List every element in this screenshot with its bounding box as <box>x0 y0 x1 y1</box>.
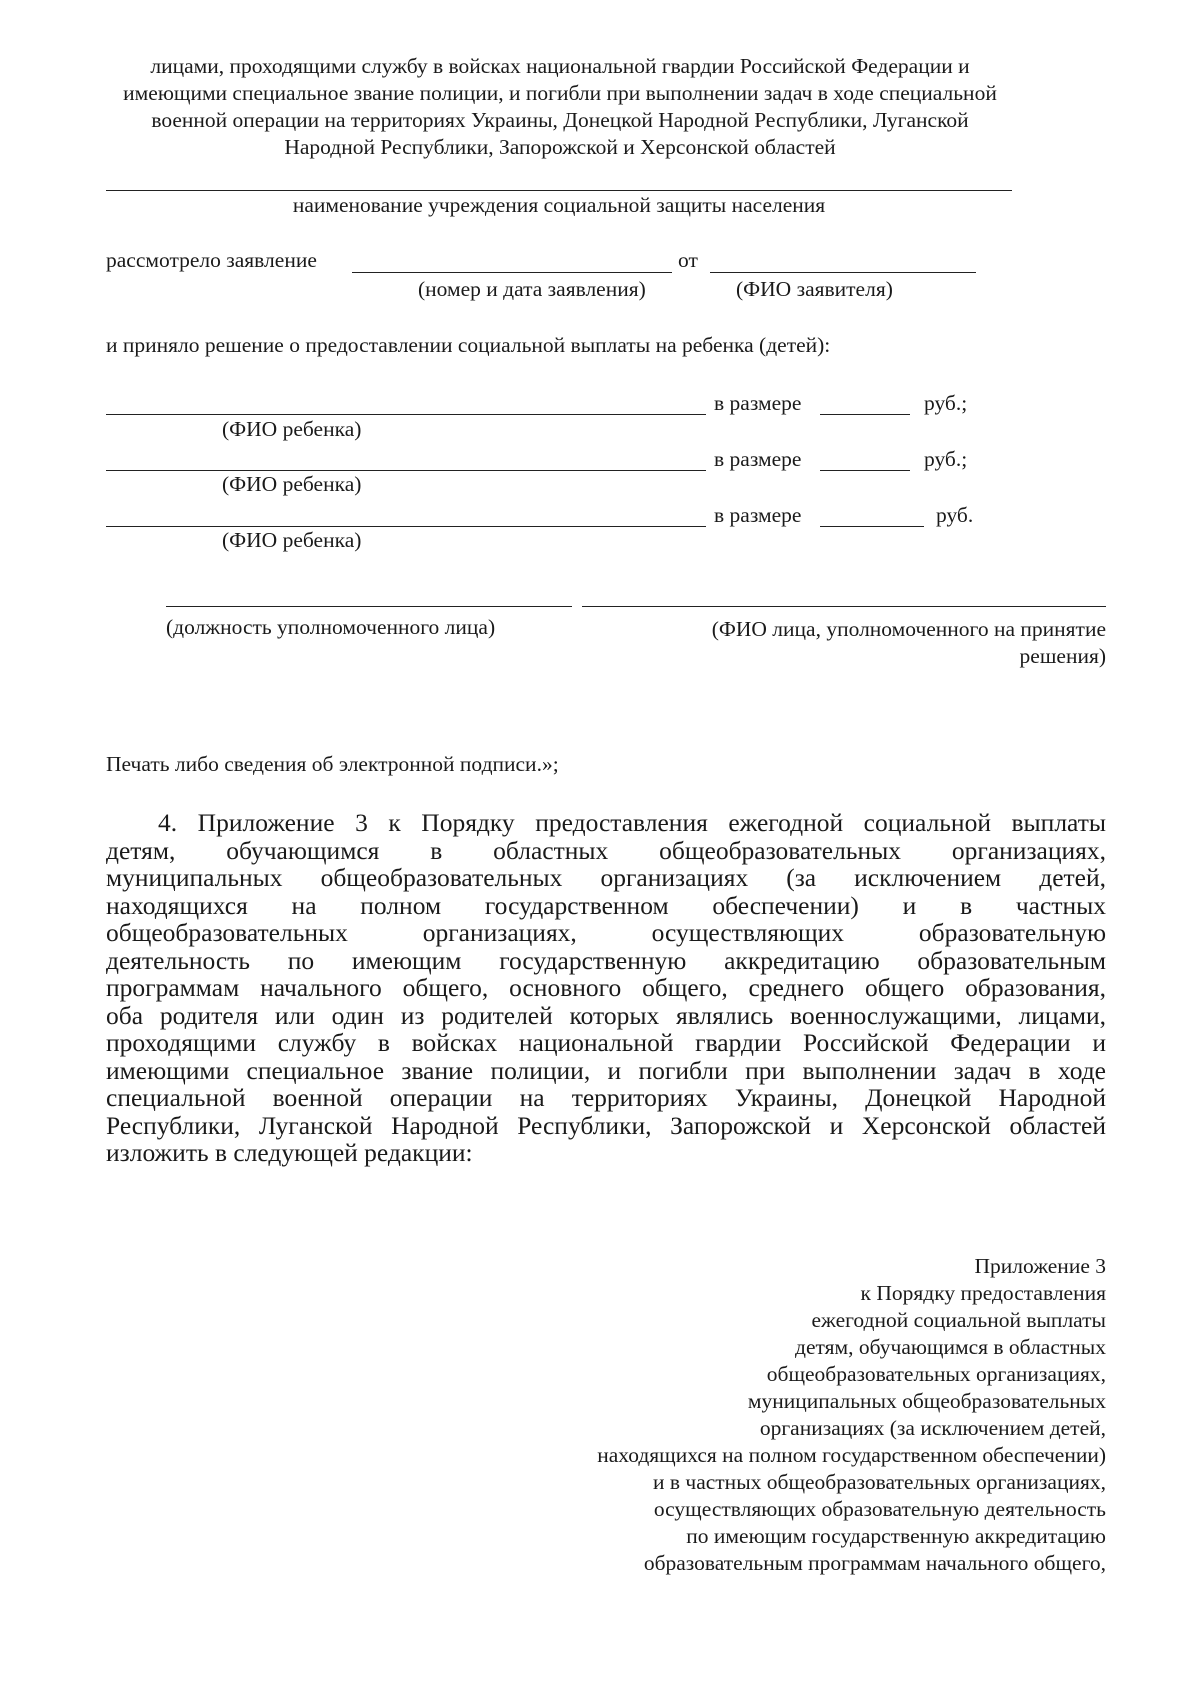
appendix-line: образовательным программам начального общего, <box>643 1551 1106 1575</box>
header-line-1: лицами, проходящими службу в войсках национальной гвардии Российской Федерации и <box>150 54 970 78</box>
child-1-currency: руб.; <box>924 391 968 415</box>
appendix-line: общеобразовательных организациях, <box>766 1362 1106 1386</box>
official-caption-line-2: решения) <box>1019 644 1106 668</box>
child-2-amount-label: в размере <box>714 447 802 471</box>
child-2-currency: руб.; <box>924 447 968 471</box>
application-caption: (номер и дата заявления) <box>418 277 646 301</box>
child-2-name-line <box>106 470 706 471</box>
paragraph-line: 4. Приложение 3 к Порядку предоставления ежегодной социальной выплаты <box>158 808 1106 837</box>
paragraph-line: программам начального общего, основного общего, среднего общего образования, <box>106 973 1106 1002</box>
position-caption: (должность уполномоченного лица) <box>166 615 496 639</box>
application-number-line <box>352 272 672 273</box>
appendix-line: Приложение 3 <box>974 1254 1106 1278</box>
appendix-line: к Порядку предоставления <box>860 1281 1106 1305</box>
paragraph-line: муниципальных общеобразовательных организациях (за исключением детей, <box>106 863 1106 892</box>
seal-text: Печать либо сведения об электронной подписи.»; <box>106 752 559 776</box>
child-3-amount-label: в размере <box>714 503 802 527</box>
header-line-3: военной операции на территориях Украины, Донецкой Народной Республики, Луганской <box>151 108 969 132</box>
considered-label: рассмотрело заявление <box>106 248 317 272</box>
appendix-line: по имеющим государственную аккредитацию <box>686 1524 1106 1548</box>
header-line-2: имеющими специальное звание полиции, и погибли при выполнении задач в ходе специальной <box>123 81 997 105</box>
appendix-line: муниципальных общеобразовательных <box>747 1389 1106 1413</box>
decision-text: и приняло решение о предоставлении социальной выплаты на ребенка (детей): <box>106 333 831 357</box>
child-1-amount-line <box>820 414 910 415</box>
child-2-caption: (ФИО ребенка) <box>222 472 362 496</box>
child-3-currency: руб. <box>936 503 974 527</box>
institution-name-line <box>106 190 1012 191</box>
paragraph-line: Республики, Луганской Народной Республики, Запорожской и Херсонской областей <box>106 1110 1106 1140</box>
applicant-caption: (ФИО заявителя) <box>736 277 893 301</box>
paragraph-line: оба родителя или один из родителей которых являлись военнослужащими, лицами, <box>106 1000 1106 1030</box>
paragraph-line: детям, обучающимся в областных общеобразовательных организациях, <box>106 835 1106 865</box>
appendix-line: и в частных общеобразовательных организациях, <box>652 1470 1106 1494</box>
appendix-line: находящихся на полном государственном обеспечении) <box>597 1443 1106 1467</box>
official-caption-line-1: (ФИО лица, уполномоченного на принятие <box>711 617 1106 641</box>
paragraph-line: общеобразовательных организациях, осуществляющих образовательную <box>106 918 1106 947</box>
paragraph-line: находящихся на полном государственном обеспечении) и в частных <box>106 890 1106 920</box>
appendix-line: детям, обучающимся в областных <box>795 1335 1106 1359</box>
paragraph-line: имеющими специальное звание полиции, и погибли при выполнении задач в ходе <box>106 1055 1106 1085</box>
child-1-name-line <box>106 414 706 415</box>
child-1-caption: (ФИО ребенка) <box>222 417 362 441</box>
child-3-amount-line <box>820 526 924 527</box>
child-1-amount-label: в размере <box>714 391 802 415</box>
child-2-amount-line <box>820 470 910 471</box>
child-3-caption: (ФИО ребенка) <box>222 528 362 552</box>
from-label: от <box>678 248 698 272</box>
main-paragraph <box>106 809 1106 1167</box>
appendix-line: организациях (за исключением детей, <box>759 1416 1106 1440</box>
paragraph-line: изложить в следующей редакции: <box>106 1138 473 1167</box>
paragraph-line: деятельность по имеющим государственную аккредитацию образовательным <box>106 945 1106 975</box>
header-line-4: Народной Республики, Запорожской и Херсонской областей <box>284 135 836 159</box>
official-name-line <box>582 606 1106 607</box>
appendix-line: осуществляющих образовательную деятельность <box>653 1497 1106 1521</box>
child-3-name-line <box>106 526 706 527</box>
paragraph-line: специальной военной операции на территориях Украины, Донецкой Народной <box>106 1083 1106 1112</box>
paragraph-line: проходящими службу в войсках национальной гвардии Российской Федерации и <box>106 1028 1106 1057</box>
position-line <box>166 606 572 607</box>
appendix-line: ежегодной социальной выплаты <box>811 1308 1106 1332</box>
institution-caption: наименование учреждения социальной защиты населения <box>292 193 826 217</box>
appendix-header <box>500 1253 1106 1577</box>
applicant-name-line <box>710 272 976 273</box>
